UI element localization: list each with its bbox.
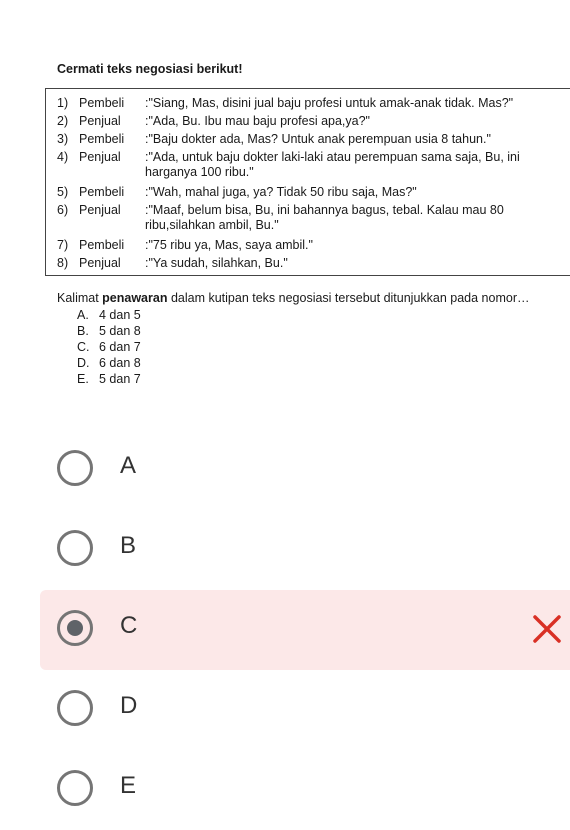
dialog-text: :"Ya sudah, silahkan, Bu." bbox=[145, 256, 288, 270]
option-letter: B. bbox=[77, 324, 89, 338]
dialog-role: Pembeli bbox=[79, 96, 125, 110]
dialog-number: 2) bbox=[57, 114, 69, 128]
choice-d[interactable] bbox=[40, 670, 570, 750]
dialog-role: Penjual bbox=[79, 150, 121, 164]
dialog-role: Pembeli bbox=[79, 185, 125, 199]
radio-button[interactable] bbox=[57, 690, 93, 726]
option-value: 6 dan 8 bbox=[99, 356, 141, 370]
dialog-role: Pembeli bbox=[79, 238, 125, 252]
option-letter: C. bbox=[77, 340, 90, 354]
radio-button-selected[interactable] bbox=[57, 610, 93, 646]
option-text-line bbox=[77, 340, 141, 355]
dialog-role: Penjual bbox=[79, 203, 121, 217]
option-text-line bbox=[77, 356, 141, 371]
dialog-role: Pembeli bbox=[79, 132, 125, 146]
radio-button[interactable] bbox=[57, 770, 93, 806]
dialog-number: 6) bbox=[57, 203, 69, 217]
dialog-number: 3) bbox=[57, 132, 69, 146]
dialog-number: 4) bbox=[57, 150, 69, 164]
option-letter: D. bbox=[77, 356, 90, 370]
dialog-text: :"75 ribu ya, Mas, saya ambil." bbox=[145, 238, 313, 252]
dialog-text: :"Ada, Bu. Ibu mau baju profesi apa,ya?" bbox=[145, 114, 370, 128]
choice-e[interactable] bbox=[40, 750, 570, 830]
dialog-number: 1) bbox=[57, 96, 69, 110]
dialog-text: :"Wah, mahal juga, ya? Tidak 50 ribu saja, Mas?" bbox=[145, 185, 417, 199]
dialog-text: :"Maaf, belum bisa, Bu, ini bahannya bagus, tebal. Kalau mau 80 ribu,silahkan ambil, Bu." bbox=[145, 203, 504, 232]
choice-c[interactable] bbox=[40, 590, 570, 670]
choice-label: A bbox=[120, 452, 137, 479]
question-text-after: dalam kutipan teks negosiasi tersebut ditunjukkan pada nomor… bbox=[167, 291, 530, 305]
option-value: 4 dan 5 bbox=[99, 308, 141, 322]
dialog-text: :"Ada, untuk baju dokter laki-laki atau perempuan sama saja, Bu, ini harganya 100 ribu." bbox=[145, 150, 520, 179]
radio-button[interactable] bbox=[57, 450, 93, 486]
dialog-number: 8) bbox=[57, 256, 69, 270]
dialog-role: Penjual bbox=[79, 114, 121, 128]
option-text-line bbox=[77, 324, 141, 339]
question-text-before: Kalimat bbox=[57, 291, 103, 305]
option-value: 5 dan 8 bbox=[99, 324, 141, 338]
choice-a[interactable] bbox=[40, 430, 570, 510]
dialog-number: 7) bbox=[57, 238, 69, 252]
choice-b[interactable] bbox=[40, 510, 570, 590]
choice-label: E bbox=[120, 772, 137, 799]
choice-label: C bbox=[120, 612, 138, 639]
question-text bbox=[57, 291, 562, 305]
choice-label: B bbox=[120, 532, 137, 559]
dialog-text: :"Siang, Mas, disini jual baju profesi untuk amak-anak tidak. Mas?" bbox=[145, 96, 514, 110]
option-value: 5 dan 7 bbox=[99, 372, 141, 386]
option-text-line bbox=[77, 308, 141, 323]
question-title: Cermati teks negosiasi berikut! bbox=[57, 62, 243, 76]
dialog-number: 5) bbox=[57, 185, 69, 199]
option-letter: A. bbox=[77, 308, 89, 322]
radio-button[interactable] bbox=[57, 530, 93, 566]
dialog-text: :"Baju dokter ada, Mas? Untuk anak perempuan usia 8 tahun." bbox=[145, 132, 491, 146]
choice-label: D bbox=[120, 692, 138, 719]
option-value: 6 dan 7 bbox=[99, 340, 141, 354]
question-keyword: penawaran bbox=[102, 291, 168, 305]
wrong-answer-icon bbox=[532, 614, 562, 644]
option-letter: E. bbox=[77, 372, 89, 386]
dialog-role: Penjual bbox=[79, 256, 121, 270]
option-text-line bbox=[77, 372, 141, 387]
